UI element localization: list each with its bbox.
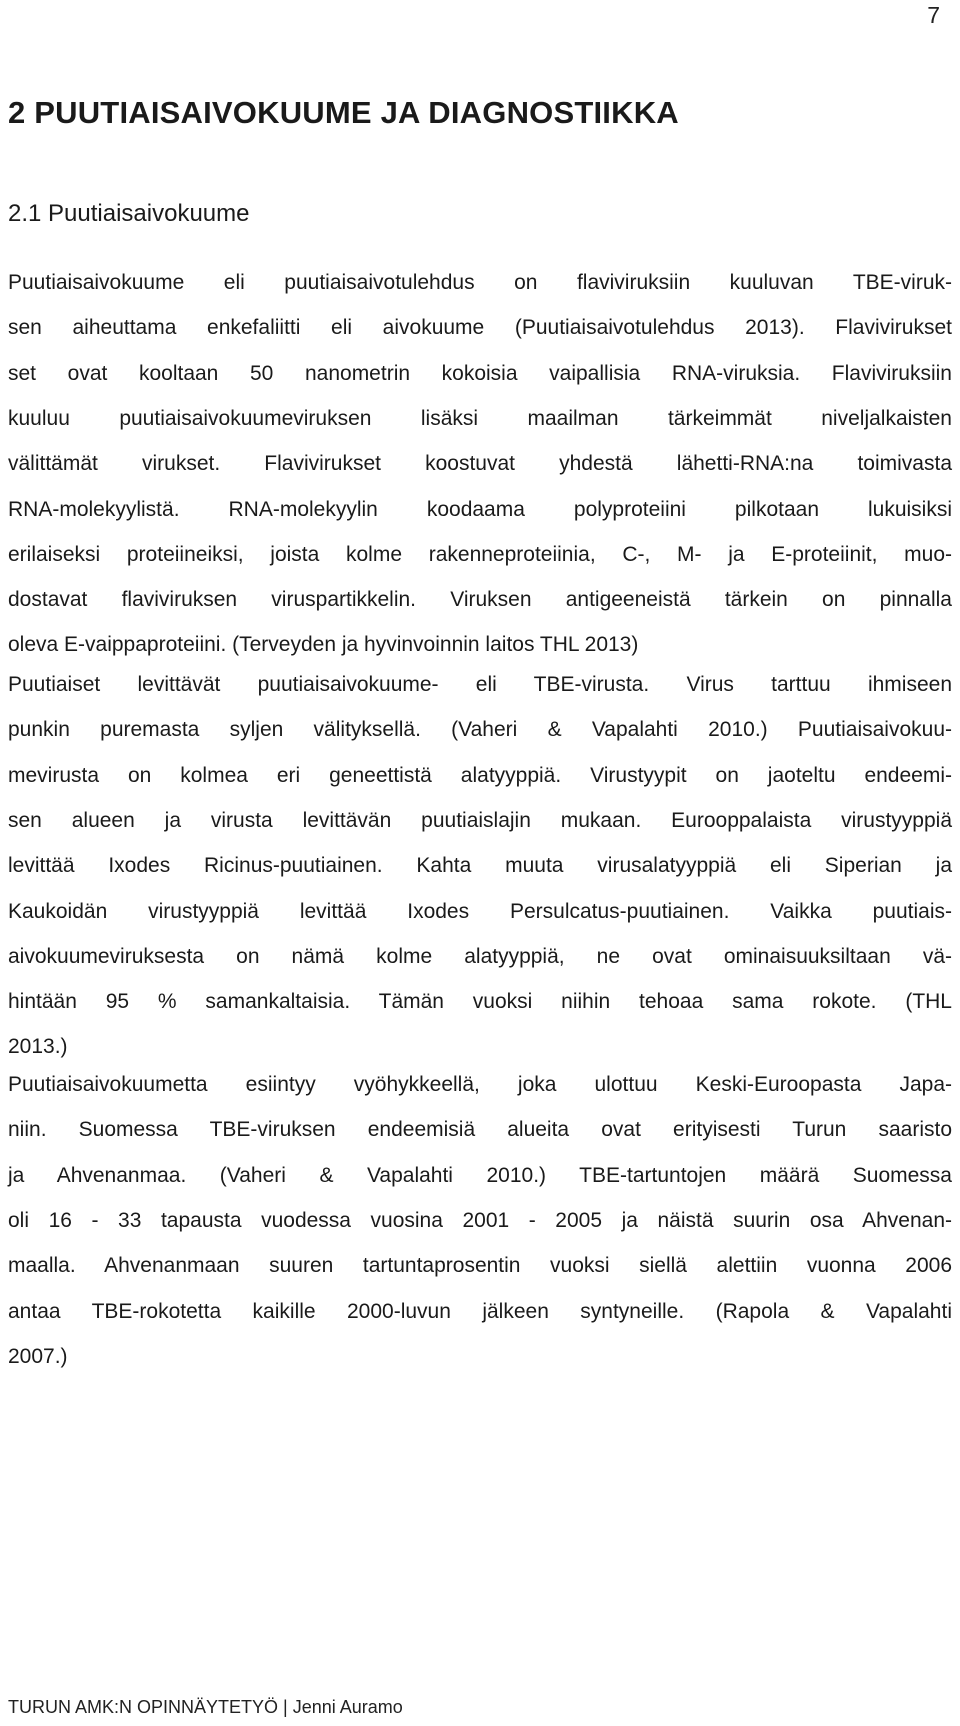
text-line: punkin puremasta syljen välityksellä. (Vaheri & Vapalahti 2010.) Puutiaisaivokuu- [8, 718, 952, 742]
text-line: ja Ahvenanmaa. (Vaheri & Vapalahti 2010.) TBE-tartuntojen määrä Suomessa [8, 1163, 952, 1187]
text-line: Kaukoidän virustyyppiä levittää Ixodes Persulcatus-puutiainen. Vaikka puutiais- [8, 899, 952, 923]
text-line: set ovat kooltaan 50 nanometrin kokoisia vaipallisia RNA-viruksia. Flaviviruksiin [8, 361, 952, 385]
text-line: välittämät virukset. Flavivirukset koostuvat yhdestä lähetti-RNA:na toimivasta [8, 452, 952, 476]
text-line: 2007.) [8, 1344, 68, 1368]
text-line: sen aiheuttama enkefaliitti eli aivokuume (Puutiaisaivotulehdus 2013). Flavivirukset [8, 316, 952, 340]
text-line: niin. Suomessa TBE-viruksen endeemisiä alueita ovat erityisesti Turun saaristo [8, 1118, 952, 1142]
text-line: Puutiaisaivokuumetta esiintyy vyöhykkeellä, joka ulottuu Keski-Euroopasta Japa- [8, 1073, 952, 1096]
text-line: oli 16 - 33 tapausta vuodessa vuosina 2001 - 2005 ja näistä suurin osa Ahvenan- [8, 1208, 952, 1232]
text-line: aivokuumeviruksesta on nämä kolme alatyyppiä, ne ovat ominaisuuksiltaan vä- [8, 944, 952, 968]
text-line: Puutiaiset levittävät puutiaisaivokuume- eli TBE-virusta. Virus tarttuu ihmiseen [8, 673, 952, 696]
text-line: 2013.) [8, 1035, 68, 1059]
footer: TURUN AMK:N OPINNÄYTETYÖ | Jenni Auramo [8, 1697, 403, 1717]
text-line: antaa TBE-rokotetta kaikille 2000-luvun jälkeen syntyneille. (Rapola & Vapalahti [8, 1299, 952, 1323]
text-line: levittää Ixodes Ricinus-puutiainen. Kahta muuta virusalatyyppiä eli Siperian ja [8, 854, 952, 878]
text-line: kuuluu puutiaisaivokuumeviruksen lisäksi maailman tärkeimmät niveljalkaisten [8, 406, 952, 430]
text-line: sen alueen ja virusta levittävän puutiaislajin mukaan. Eurooppalaista virustyyppiä [8, 808, 952, 832]
text-line: dostavat flaviviruksen viruspartikkelin. Viruksen antigeeneistä tärkein on pinnalla [8, 588, 952, 612]
text-line: hintään 95 % samankaltaisia. Tämän vuoksi niihin tehoaa sama rokote. (THL [8, 990, 952, 1014]
page-number: 7 [927, 2, 940, 28]
text-line: mevirusta on kolmea eri geneettistä alatyyppiä. Virustyypit on jaoteltu endeemi- [8, 763, 952, 787]
text-line: erilaiseksi proteiineiksi, joista kolme rakenneproteiinia, C-, M- ja E-proteiinit, muo- [8, 542, 952, 566]
text-line: oleva E-vaippaproteiini. (Terveyden ja hyvinvoinnin laitos THL 2013) [8, 633, 639, 657]
text-line: RNA-molekyylistä. RNA-molekyylin koodaama polyproteiini pilkotaan lukuisiksi [8, 497, 952, 521]
text-line: maalla. Ahvenanmaan suuren tartuntaprosentin vuoksi siellä alettiin vuonna 2006 [8, 1254, 952, 1278]
chapter-heading: 2 PUUTIAISAIVOKUUME JA DIAGNOSTIIKKA [8, 95, 679, 130]
text-line: Puutiaisaivokuume eli puutiaisaivotulehdus on flaviviruksiin kuuluvan TBE-viruk- [8, 271, 952, 294]
section-heading: 2.1 Puutiaisaivokuume [8, 200, 250, 227]
